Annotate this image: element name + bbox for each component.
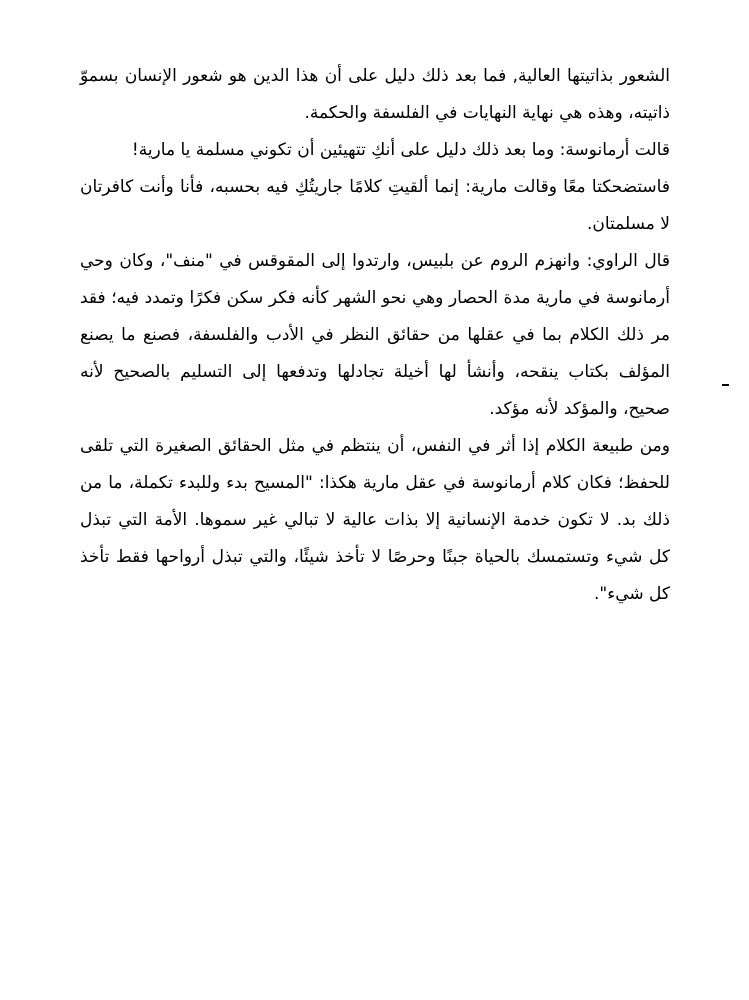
paragraph-2: قالت أرمانوسة: وما بعد ذلك دليل على أنكِ تتهيئين أن تكوني مسلمة يا مارية! [131, 140, 670, 160]
margin-dash-mark [722, 384, 729, 386]
paragraph-4: قال الراوي: وانهزم الروم عن بلبيس، وارتدوا إلى المقوقس في "منف"، وكان وحي أرمانوسة في مارية مدة الحصار وهي نحو الشهر كأنه فكر سكن فكرًا وتمدد فيه؛ فقد مر ذلك الكلام بما في عقلها من حقائق النظر في الأدب والفلسفة، فصنع ما يصنع المؤلف بكتاب ينقحه، وأنشأ لها أخيلة تجادلها وتدفعها إلى التسليم بالصحيح لأنه صحيح، والمؤكد لأنه مؤكد. [80, 251, 670, 419]
body-text [80, 58, 670, 613]
paragraph-1: الشعور بذاتيتها العالية, فما بعد ذلك دليل على أن هذا الدين هو شعور الإنسان بسموّ ذاتيته، وهذه هي نهاية النهايات في الفلسفة والحكمة. [80, 66, 670, 123]
paragraph-5: ومن طبيعة الكلام إذا أثر في النفس، أن ينتظم في مثل الحقائق الصغيرة التي تلقى للحفظ؛ فكان كلام أرمانوسة في عقل مارية هكذا: "المسيح بدء وللبدء تكملة، ما من ذلك بد. لا تكون خدمة الإنسانية إلا بذات عالية لا تبالي غير سموها. الأمة التي تبذل كل شيء وتستمسك بالحياة جبنًا وحرصًا لا تأخذ شيئًا، والتي تبذل أرواحها فقط تأخذ كل شيء". [80, 436, 670, 604]
paragraph-3: فاستضحكتا معًا وقالت مارية: إنما ألقيتِ كلامًا جاريتُكِ فيه بحسبه، فأنا وأنت كافرتان لا مسلمتان. [80, 177, 670, 234]
